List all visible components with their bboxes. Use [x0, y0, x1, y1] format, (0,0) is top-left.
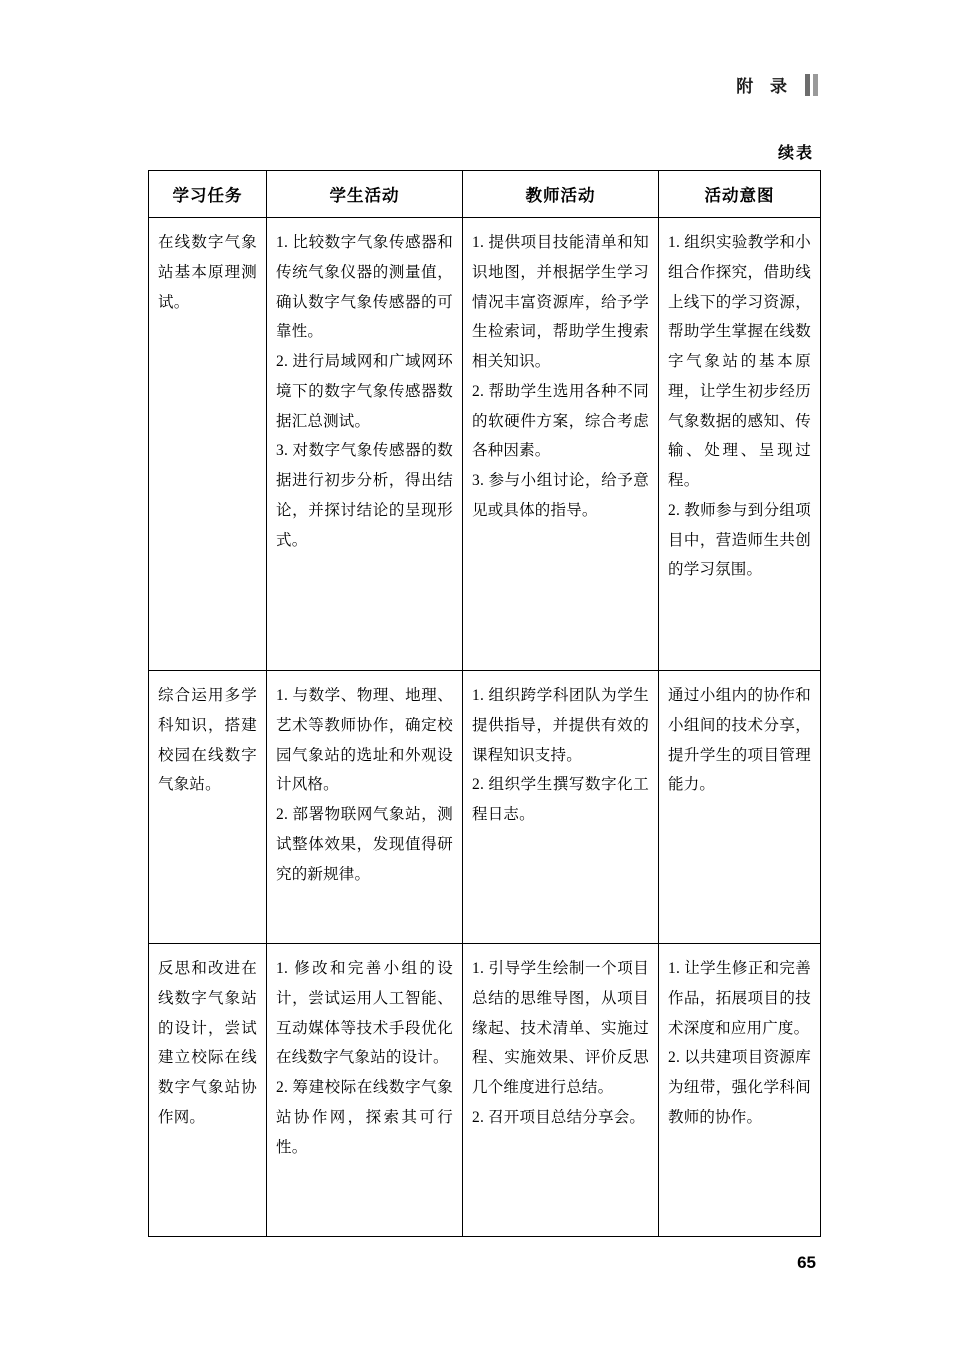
cell-task: 反思和改进在线数字气象站的设计，尝试建立校际在线数字气象站协作网。 [149, 944, 267, 1237]
table-header-row [149, 171, 821, 218]
table-row [149, 671, 821, 944]
cell-student-activity: 1. 比较数字气象传感器和传统气象仪器的测量值，确认数字气象传感器的可靠性。 2. 进行局域网和广域网环境下的数字气象传感器数据汇总测试。 3. 对数字气象传感器的数据进行初步分析，得出结论，并探讨结论的呈现形式。 [267, 218, 463, 671]
column-header-task: 学习任务 [149, 171, 267, 218]
cell-teacher-activity: 1. 提供项目技能清单和知识地图，并根据学生学习情况丰富资源库，给予学生检索词，帮助学生搜索相关知识。 2. 帮助学生选用各种不同的软硬件方案，综合考虑各种因素。 3. 参与小组讨论，给予意见或具体的指导。 [463, 218, 659, 671]
page-header [736, 72, 818, 97]
cell-teacher-activity: 1. 引导学生绘制一个项目总结的思维导图，从项目缘起、技术清单、实施过程、实施效果、评价反思几个维度进行总结。 2. 召开项目总结分享会。 [463, 944, 659, 1237]
column-header-student: 学生活动 [267, 171, 463, 218]
continued-table-label: 续表 [777, 145, 814, 162]
cell-student-activity: 1. 与数学、物理、地理、艺术等教师协作，确定校园气象站的选址和外观设计风格。 2. 部署物联网气象站，测试整体效果，发现值得研究的新规律。 [267, 671, 463, 944]
header-label: 附 录 [736, 77, 793, 96]
table-row [149, 944, 821, 1237]
cell-activity-intent: 通过小组内的协作和小组间的技术分享，提升学生的项目管理能力。 [659, 671, 821, 944]
column-header-intent: 活动意图 [659, 171, 821, 218]
cell-task: 综合运用多学科知识，搭建校园在线数字气象站。 [149, 671, 267, 944]
column-header-teacher: 教师活动 [463, 171, 659, 218]
table-row [149, 218, 821, 671]
activity-table [148, 170, 820, 1237]
cell-task: 在线数字气象站基本原理测试。 [149, 218, 267, 671]
cell-activity-intent: 1. 让学生修正和完善作品，拓展项目的技术深度和应用广度。 2. 以共建项目资源库为纽带，强化学科间教师的协作。 [659, 944, 821, 1237]
page-number: 65 [797, 1253, 816, 1272]
vertical-bars-icon [805, 74, 818, 96]
cell-activity-intent: 1. 组织实验教学和小组合作探究，借助线上线下的学习资源，帮助学生掌握在线数字气象站的基本原理，让学生初步经历气象数据的感知、传输、处理、呈现过程。 2. 教师参与到分组项目中，营造师生共创的学习氛围。 [659, 218, 821, 671]
cell-teacher-activity: 1. 组织跨学科团队为学生提供指导，并提供有效的课程知识支持。 2. 组织学生撰写数字化工程日志。 [463, 671, 659, 944]
cell-student-activity: 1. 修改和完善小组的设计，尝试运用人工智能、互动媒体等技术手段优化在线数字气象站的设计。 2. 筹建校际在线数字气象站协作网，探索其可行性。 [267, 944, 463, 1237]
